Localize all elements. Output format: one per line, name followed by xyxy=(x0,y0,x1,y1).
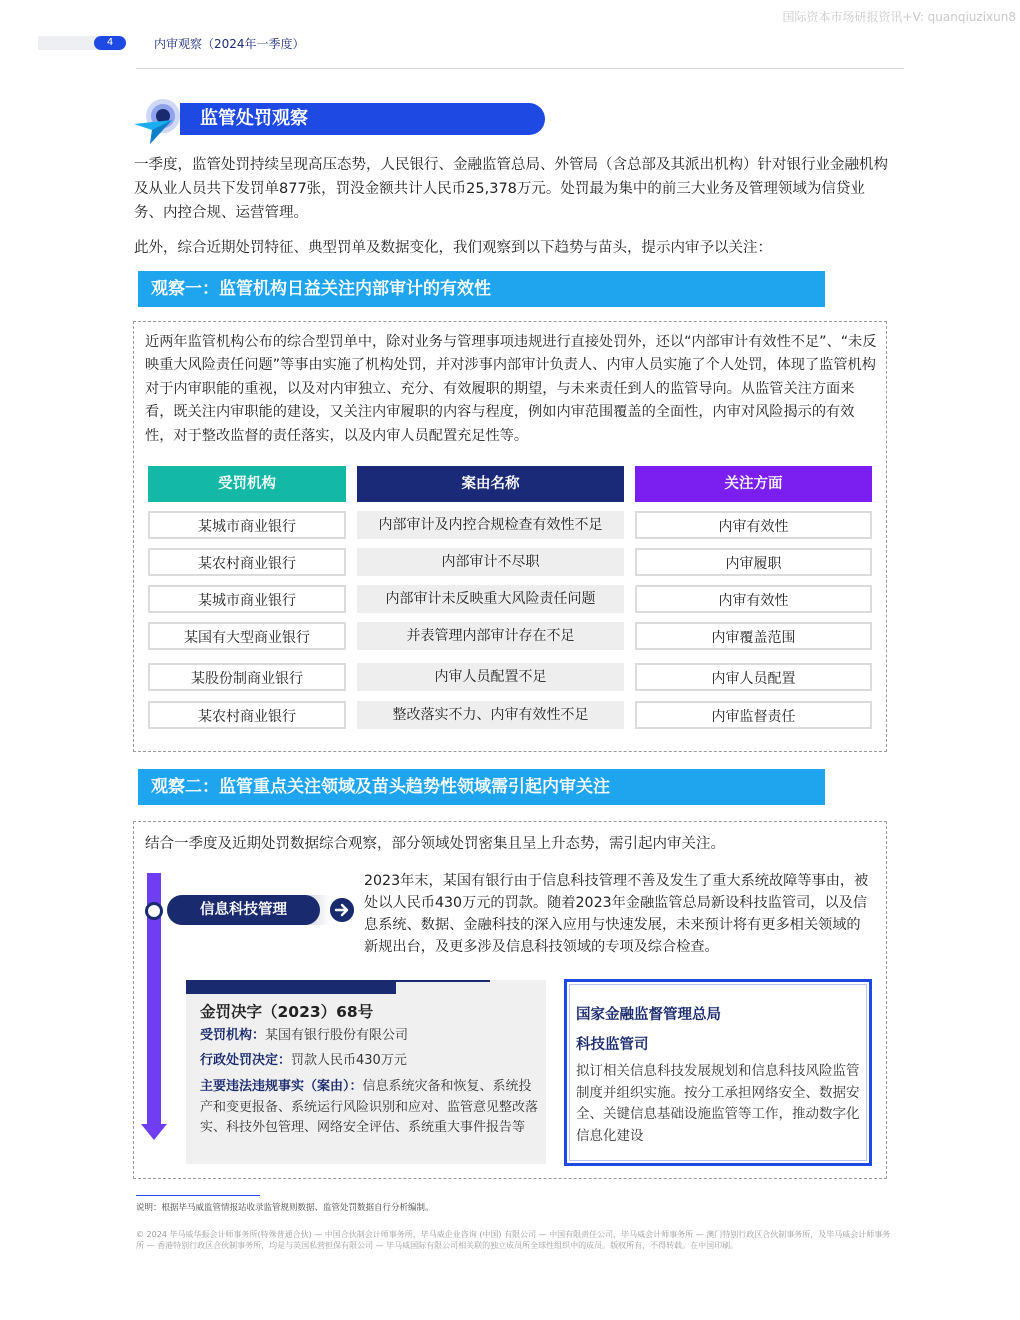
table-cell: 内审履职 xyxy=(635,548,872,576)
table-cell: 内审人员配置不足 xyxy=(357,663,624,691)
intro-paragraph-2: 此外，综合近期处罚特征、典型罚单及数据变化，我们观察到以下趋势与苗头，提示内审予以关注： xyxy=(134,240,772,256)
case-facts-value: 信息系统灾备和恢复、系统投产和变更报备、系统运行风险识别和应对、监管意见整改落实、科技外包管理、网络安全评估、系统重大事件报告等 xyxy=(200,1079,539,1135)
table-cell: 内部审计未反映重大风险责任问题 xyxy=(357,585,624,613)
table-cell: 内部审计及内控合规检查有效性不足 xyxy=(357,511,624,539)
case-institution-label: 受罚机构： xyxy=(200,1028,266,1043)
table-cell: 整改落实不力、内审有效性不足 xyxy=(357,701,624,729)
org-name: 国家金融监督管理总局 xyxy=(576,1007,721,1023)
org-department: 科技监管司 xyxy=(576,1037,649,1053)
case-card-accent xyxy=(186,980,396,994)
section-title: 监管处罚观察 xyxy=(180,103,545,135)
observation-1-title xyxy=(133,271,825,307)
page-number: 4 xyxy=(94,36,126,50)
table-cell: 某农村商业银行 xyxy=(148,548,346,576)
page-number-bar xyxy=(38,36,126,50)
case-facts-label: 主要违法违规事实（案由）： xyxy=(200,1079,363,1094)
case-decision xyxy=(200,1050,540,1071)
note-divider xyxy=(136,1195,260,1196)
case-number: 金罚决字（2023）68号 xyxy=(200,1003,374,1021)
table-cell: 某国有大型商业银行 xyxy=(148,622,346,650)
intro-paragraph: 一季度，监管处罚持续呈现高压态势，人民银行、金融监管总局、外管局（含总部及其派出机构）针对银行业金融机构及从业人员共下发罚单877张，罚没金额共计人民币25,378万元。处罚最为集中的前三大业务及管理领域为信贷业务、内控合规、运营管理。 xyxy=(134,157,888,221)
copyright-footer: © 2024 毕马威华振会计师事务所(特殊普通合伙) — 中国合伙制会计师事务所，毕马威企业咨询 (中国) 有限公司 — 中国有限责任公司，毕马威会计师事务所 — 澳门特别行政区合伙制事务所，及毕马威会计师事务所 — 香港特别行政区合伙制事务所，均是与英国私营担保有限公司 — 毕马威国际有限公司相关联的独立成员所全球性组织中的成员。版权所有，不得转载。在中国印刷。 xyxy=(136,1230,891,1250)
table-cell: 内审监督责任 xyxy=(635,701,872,729)
table-header-cell: 关注方面 xyxy=(635,466,872,502)
case-card-accent-line xyxy=(396,980,490,982)
table-cell: 内审有效性 xyxy=(635,585,872,613)
header-divider xyxy=(136,68,904,69)
observation-2-text: 观察二：监管重点关注领域及苗头趋势性领域需引起内审关注 xyxy=(151,777,610,797)
source-note: 说明：根据毕马威监管情报站收录监管规则数据、监管处罚数据自行分析编制。 xyxy=(136,1203,434,1213)
table-cell: 内部审计不尽职 xyxy=(357,548,624,576)
table-cell: 某城市商业银行 xyxy=(148,585,346,613)
case-institution xyxy=(200,1025,540,1046)
table-cell: 某城市商业银行 xyxy=(148,511,346,539)
topic-label: 信息科技管理 xyxy=(167,895,320,925)
table-cell: 内审有效性 xyxy=(635,511,872,539)
paper-plane-icon xyxy=(132,98,188,148)
arrow-right-icon xyxy=(330,898,354,922)
observation-2-title xyxy=(133,769,825,805)
timeline-arrow xyxy=(141,1124,167,1140)
org-description: 拟订相关信息科技发展规划和信息科技风险监管制度并组织实施。按分工承担网络安全、数据安全、关键信息基础设施监管等工作，推动数字化信息化建设 xyxy=(576,1063,860,1144)
case-decision-label: 行政处罚决定： xyxy=(200,1053,292,1068)
table-header-cell: 受罚机构 xyxy=(148,466,346,502)
table-cell: 内审人员配置 xyxy=(635,663,872,691)
observation-2-lead: 结合一季度及近期处罚数据综合观察，部分领域处罚密集且呈上升态势，需引起内审关注。 xyxy=(145,836,725,852)
case-institution-value: 某国有银行股份有限公司 xyxy=(265,1028,409,1043)
table-cell: 并表管理内部审计存在不足 xyxy=(357,622,624,650)
watermark: 国际资本市场研报资讯+V: quanqiuzixun8 xyxy=(782,10,1016,24)
table-header-cell: 案由名称 xyxy=(357,466,624,502)
table-cell: 某股份制商业银行 xyxy=(148,663,346,691)
table-cell: 内审覆盖范围 xyxy=(635,622,872,650)
observation-1-text: 观察一：监管机构日益关注内部审计的有效性 xyxy=(151,279,491,299)
observation-1-body: 近两年监管机构公布的综合型罚单中，除对业务与管理事项违规进行直接处罚外，还以“内部审计有效性不足”、“未反映重大风险责任问题”等事由实施了机构处罚，并对涉事内部审计负责人、内审人员实施了个人处罚，体现了监管机构对于内审职能的重视，以及对内审独立、充分、有效履职的期望，与未来责任到人的监管导向。从监管关注方面来看，既关注内审职能的建设，又关注内审履职的内容与程度，例如内审范围覆盖的全面性，内审对风险揭示的有效性，对于整改监督的责任落实，以及内审人员配置充足性等。 xyxy=(145,334,877,444)
running-title: 内审观察（2024年一季度） xyxy=(154,37,305,51)
case-facts xyxy=(200,1077,540,1139)
topic-text: 2023年末，某国有银行由于信息科技管理不善及发生了重大系统故障等事由，被处以人民币430万元的罚款。随着2023年金融监管总局新设科技监管司，以及信息系统、数据、金融科技的深入应用与快速发展，未来预计将有更多相关领域的新规出台，及更多涉及信息科技领域的专项及综合检查。 xyxy=(364,873,869,955)
timeline-node xyxy=(145,902,163,920)
table-cell: 某农村商业银行 xyxy=(148,701,346,729)
case-decision-value: 罚款人民币430万元 xyxy=(291,1053,407,1068)
